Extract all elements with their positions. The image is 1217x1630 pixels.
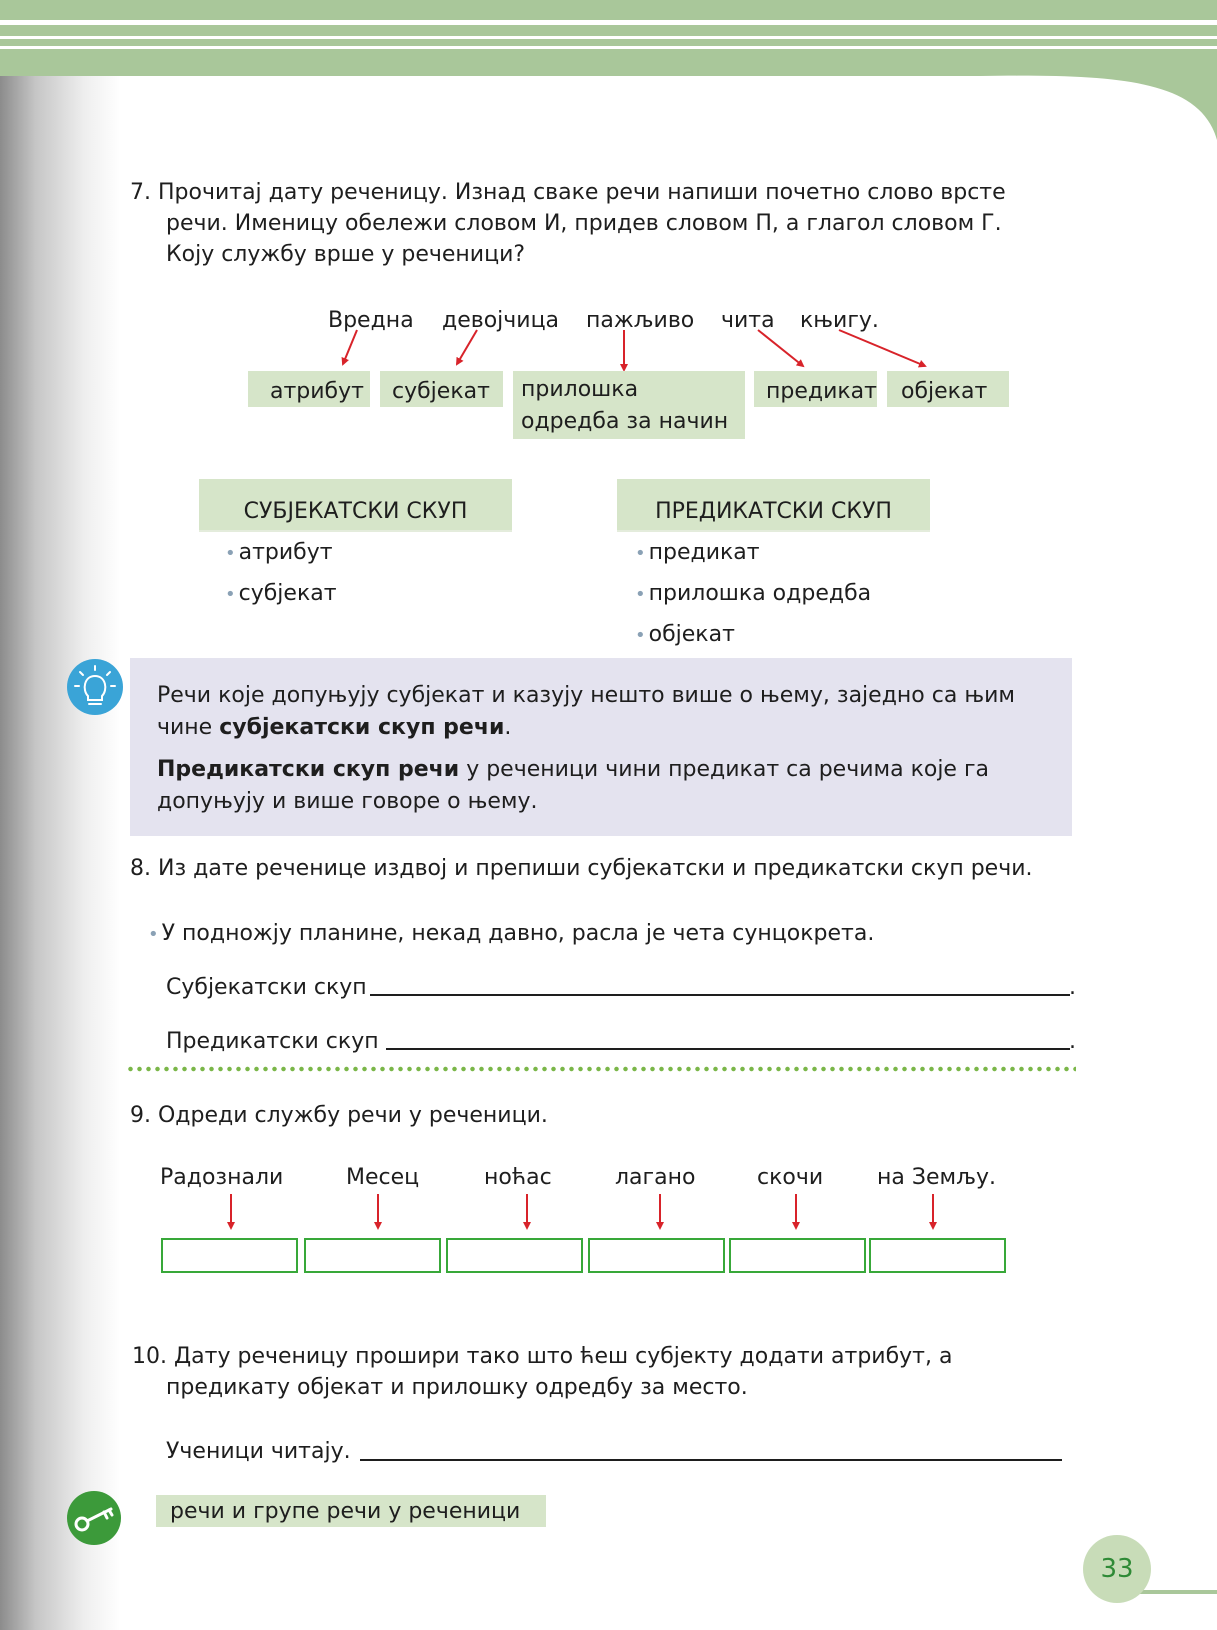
arrow-to-atribut xyxy=(343,330,357,364)
task8-label-predicate: Предикатски скуп xyxy=(166,1029,379,1054)
tag-subjekat: субјекат xyxy=(380,371,503,407)
task8-text: 8. Из дате реченице издвој и препиши субјекатски и предикатски скуп речи. xyxy=(130,856,1033,881)
subject-set-item-1: • атрибут xyxy=(225,537,333,569)
task9-text: 9. Одреди службу речи у реченици. xyxy=(130,1103,548,1128)
info-box xyxy=(130,658,1072,836)
task9-word-5: скочи xyxy=(757,1165,824,1190)
info-p1-line1: Речи које допуњују субјекат и казују нешто више о њему, заједно са њим xyxy=(157,683,1015,708)
task8-label-subject: Субјекатски скуп xyxy=(166,975,367,1000)
page-number-line xyxy=(1140,1590,1217,1594)
task9-answer-box-6[interactable] xyxy=(869,1238,1006,1273)
task10-line1: 10. Дату реченицу прошири тако што ћеш субјекту додати атрибут, а xyxy=(132,1344,953,1369)
task10-answer-line[interactable] xyxy=(360,1458,1062,1461)
task7-word-5: књигу. xyxy=(800,308,879,333)
task7-arrows xyxy=(0,0,1217,420)
task9-word-2: Месец xyxy=(346,1165,420,1190)
task8-subject-answer-line[interactable] xyxy=(370,993,1070,996)
task7-word-2: девојчица xyxy=(442,308,560,333)
task9-answer-box-5[interactable] xyxy=(729,1238,866,1273)
page-number: 33 xyxy=(1083,1535,1151,1603)
task7-word-3: пажљиво xyxy=(586,308,695,333)
arrow-to-predikat xyxy=(758,330,803,366)
task7-line2: речи. Именицу обележи словом И, придев словом П, а глагол словом Г. xyxy=(166,211,1002,236)
key-icon xyxy=(66,1490,122,1546)
subject-set-title: СУБЈЕКАТСКИ СКУП xyxy=(199,479,512,530)
tag-priloska-line2: одредба за начин xyxy=(521,409,729,434)
task10-prompt: Ученици читају. xyxy=(166,1439,351,1464)
lightbulb-icon xyxy=(66,658,124,716)
task10-line2: предикату објекат и прилошку одредбу за место. xyxy=(166,1375,748,1400)
tag-objekat: објекат xyxy=(887,371,1009,407)
task7-word-1: Вредна xyxy=(328,308,414,333)
key-label: речи и групе речи у реченици xyxy=(170,1499,521,1524)
info-p2-line1: Предикатски скуп речи у реченици чини предикат са речима које га xyxy=(157,757,989,782)
key-label-box xyxy=(156,1495,546,1527)
task7-line1: 7. Прочитај дату реченицу. Изнад сваке речи напиши почетно слово врсте xyxy=(130,180,1006,205)
info-p2-line2: допуњују и више говоре о њему. xyxy=(157,789,538,814)
predicate-set-title: ПРЕДИКАТСКИ СКУП xyxy=(617,479,930,530)
task9-arrows xyxy=(0,1190,1217,1240)
task7-line3: Коју службу врше у реченици? xyxy=(166,242,526,267)
task9-word-1: Радознали xyxy=(160,1165,284,1190)
tag-predikat: предикат xyxy=(754,371,877,407)
dotted-divider xyxy=(126,1066,1076,1072)
task9-word-6: на Земљу. xyxy=(877,1165,996,1190)
task9-answer-box-4[interactable] xyxy=(588,1238,725,1273)
task8-subject-line-end: . xyxy=(1069,975,1076,1000)
tag-priloska-odredba xyxy=(513,371,745,439)
tag-atribut: атрибут xyxy=(248,371,370,407)
task9-answer-box-1[interactable] xyxy=(161,1238,298,1273)
task9-word-3: ноћас xyxy=(484,1165,552,1190)
task7-word-4: чита xyxy=(721,308,775,333)
task8-predicate-line-end: . xyxy=(1069,1029,1076,1054)
task8-sentence: • У подножју планине, некад давно, расла је чета сунцокрета. xyxy=(148,918,874,950)
arrow-to-objekat xyxy=(839,330,925,366)
tag-priloska-line1: прилошка xyxy=(521,377,639,402)
task9-answer-box-2[interactable] xyxy=(304,1238,441,1273)
predicate-set-item-3: • објекат xyxy=(635,619,735,651)
info-p1-line2: чине субјекатски скуп речи. xyxy=(157,715,512,740)
predicate-set-item-1: • предикат xyxy=(635,537,760,569)
task8-predicate-answer-line[interactable] xyxy=(386,1047,1070,1050)
subject-set-item-2: • субјекат xyxy=(225,578,337,610)
arrow-to-subjekat xyxy=(457,330,477,364)
predicate-set-item-2: • прилошка одредба xyxy=(635,578,871,610)
task9-word-4: лагано xyxy=(615,1165,696,1190)
task9-answer-box-3[interactable] xyxy=(446,1238,583,1273)
